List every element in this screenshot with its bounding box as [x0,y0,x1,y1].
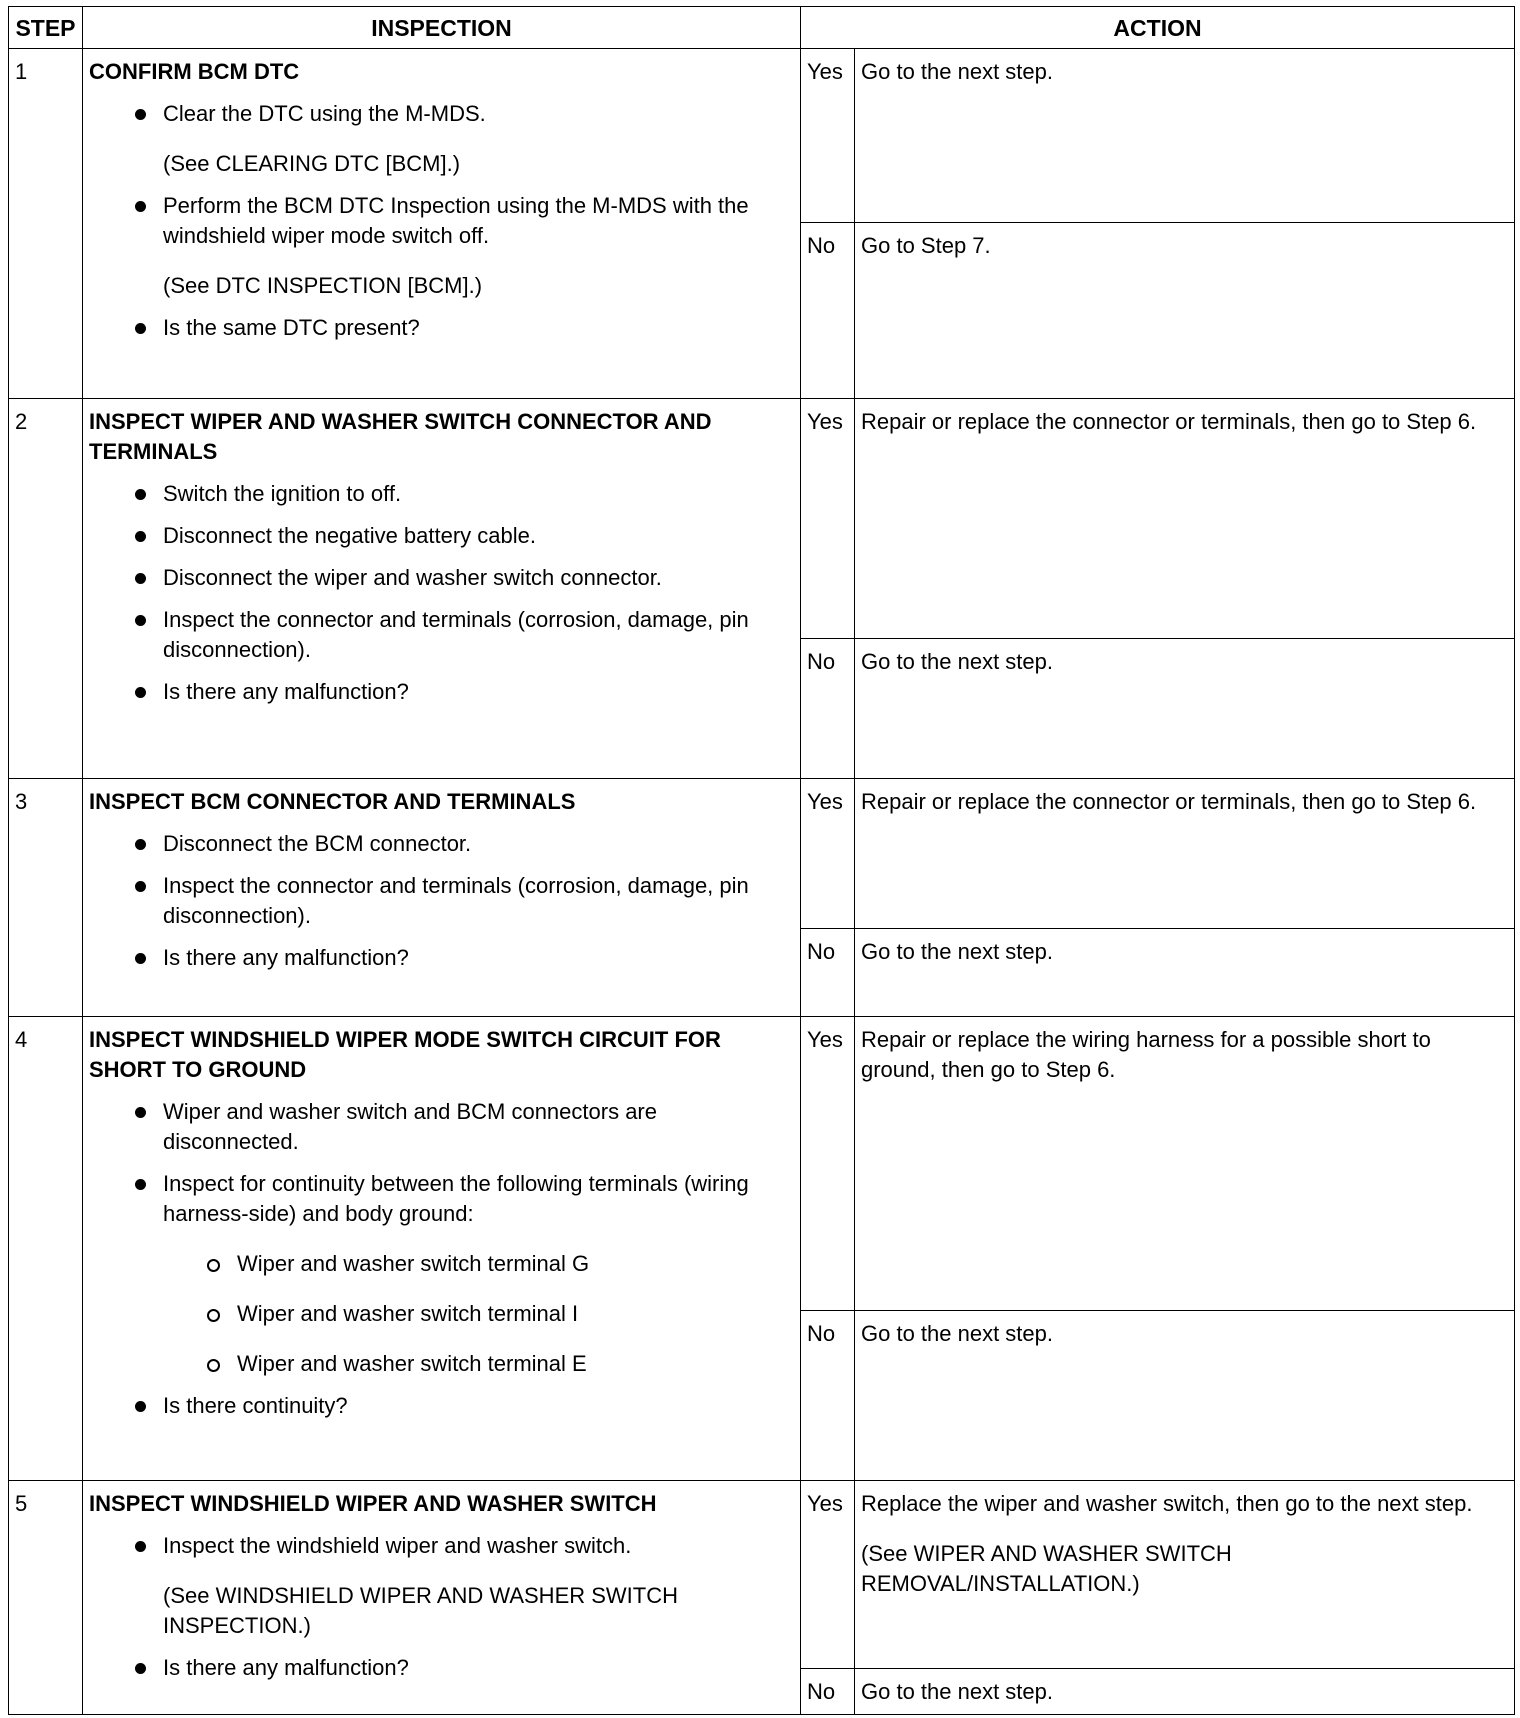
step-number: 5 [9,1481,83,1715]
bullet-text: Disconnect the BCM connector. [163,831,472,856]
no-label: No [801,639,855,779]
step-3-yes-row [9,779,1515,929]
bullet-item [163,1169,794,1379]
bullet-item [163,479,794,509]
bullet-item [163,677,794,707]
step-2-inspection [83,399,801,779]
sub-bullet-item: Wiper and washer switch terminal I [237,1299,794,1329]
no-label: No [801,929,855,1017]
yes-action: Replace the wiper and washer switch, then go to the next step. [861,1491,1473,1516]
yes-action: Repair or replace the connector or terminals, then go to Step 6. [855,399,1515,639]
bullet-item [163,943,794,973]
yes-label: Yes [801,49,855,223]
no-action: Go to the next step. [855,639,1515,779]
no-action: Go to the next step. [855,1669,1515,1715]
yes-label: Yes [801,399,855,639]
reference-note: (See WINDSHIELD WIPER AND WASHER SWITCH INSPECTION.) [163,1583,679,1638]
bullet-text: Inspect the windshield wiper and washer switch. [163,1533,632,1558]
step-5-yes-row [9,1481,1515,1669]
yes-label: Yes [801,1017,855,1311]
bullet-list [89,1097,794,1421]
bullet-text: Wiper and washer switch and BCM connectors are disconnected. [163,1099,657,1154]
sub-bullet-item: Wiper and washer switch terminal G [237,1249,794,1279]
bullet-item [163,313,794,343]
bullet-list [89,1531,794,1683]
step-title: INSPECT BCM CONNECTOR AND TERMINALS [89,789,576,814]
bullet-text: Inspect the connector and terminals (corrosion, damage, pin disconnection). [163,607,749,662]
step-4-yes-row [9,1017,1515,1311]
yes-action: Go to the next step. [855,49,1515,223]
bullet-list [89,99,794,343]
yes-label: Yes [801,1481,855,1669]
no-action: Go to the next step. [855,1311,1515,1481]
bullet-text: Is there continuity? [163,1393,348,1418]
step-number: 3 [9,779,83,1017]
bullet-item [163,829,794,859]
step-3-inspection [83,779,801,1017]
no-label: No [801,1311,855,1481]
bullet-text: Is the same DTC present? [163,315,420,340]
bullet-item [163,871,794,931]
bullet-text: Disconnect the wiper and washer switch connector. [163,565,662,590]
no-label: No [801,223,855,399]
reference-note: (See CLEARING DTC [BCM].) [163,151,461,176]
bullet-item [163,1097,794,1157]
header-inspection: INSPECTION [83,7,801,49]
bullet-text: Disconnect the negative battery cable. [163,523,537,548]
step-1-yes-row [9,49,1515,223]
bullet-text: Is there any malfunction? [163,945,409,970]
bullet-list [89,479,794,707]
yes-action: Repair or replace the wiring harness for a possible short to ground, then go to Step 6. [855,1017,1515,1311]
step-5-inspection [83,1481,801,1715]
bullet-text: Perform the BCM DTC Inspection using the M-MDS with the windshield wiper mode switch off. [163,193,749,248]
step-title: INSPECT WIPER AND WASHER SWITCH CONNECTOR AND TERMINALS [89,409,712,464]
step-number: 2 [9,399,83,779]
bullet-item [163,1531,794,1641]
bullet-text: Clear the DTC using the M-MDS. [163,101,486,126]
header-step: STEP [9,7,83,49]
bullet-item [163,605,794,665]
step-number: 4 [9,1017,83,1481]
no-label: No [801,1669,855,1715]
yes-label: Yes [801,779,855,929]
bullet-item [163,1653,794,1683]
step-title: INSPECT WINDSHIELD WIPER MODE SWITCH CIRCUIT FOR SHORT TO GROUND [89,1027,721,1082]
bullet-list [89,829,794,973]
bullet-text: Is there any malfunction? [163,679,409,704]
reference-note: (See DTC INSPECTION [BCM].) [163,273,483,298]
bullet-item [163,563,794,593]
step-2-yes-row [9,399,1515,639]
diagnostic-procedure-table [8,6,1515,1715]
bullet-item [163,99,794,179]
yes-action-cell [855,1481,1515,1669]
step-title: CONFIRM BCM DTC [89,59,300,84]
sub-bullet-list [163,1249,794,1379]
header-action: ACTION [801,7,1515,49]
bullet-text: Inspect the connector and terminals (corrosion, damage, pin disconnection). [163,873,749,928]
bullet-item [163,191,794,301]
bullet-item [163,521,794,551]
step-4-inspection [83,1017,801,1481]
bullet-text: Switch the ignition to off. [163,481,402,506]
yes-action: Repair or replace the connector or terminals, then go to Step 6. [855,779,1515,929]
bullet-text: Inspect for continuity between the following terminals (wiring harness-side) and body ground: [163,1171,749,1226]
no-action: Go to the next step. [855,929,1515,1017]
sub-bullet-item: Wiper and washer switch terminal E [237,1349,794,1379]
header-row [9,7,1515,49]
bullet-text: Is there any malfunction? [163,1655,409,1680]
step-number: 1 [9,49,83,399]
bullet-item [163,1391,794,1421]
reference-note: (See WIPER AND WASHER SWITCH REMOVAL/INSTALLATION.) [861,1541,1232,1596]
step-1-inspection [83,49,801,399]
no-action: Go to Step 7. [855,223,1515,399]
step-title: INSPECT WINDSHIELD WIPER AND WASHER SWITCH [89,1491,657,1516]
